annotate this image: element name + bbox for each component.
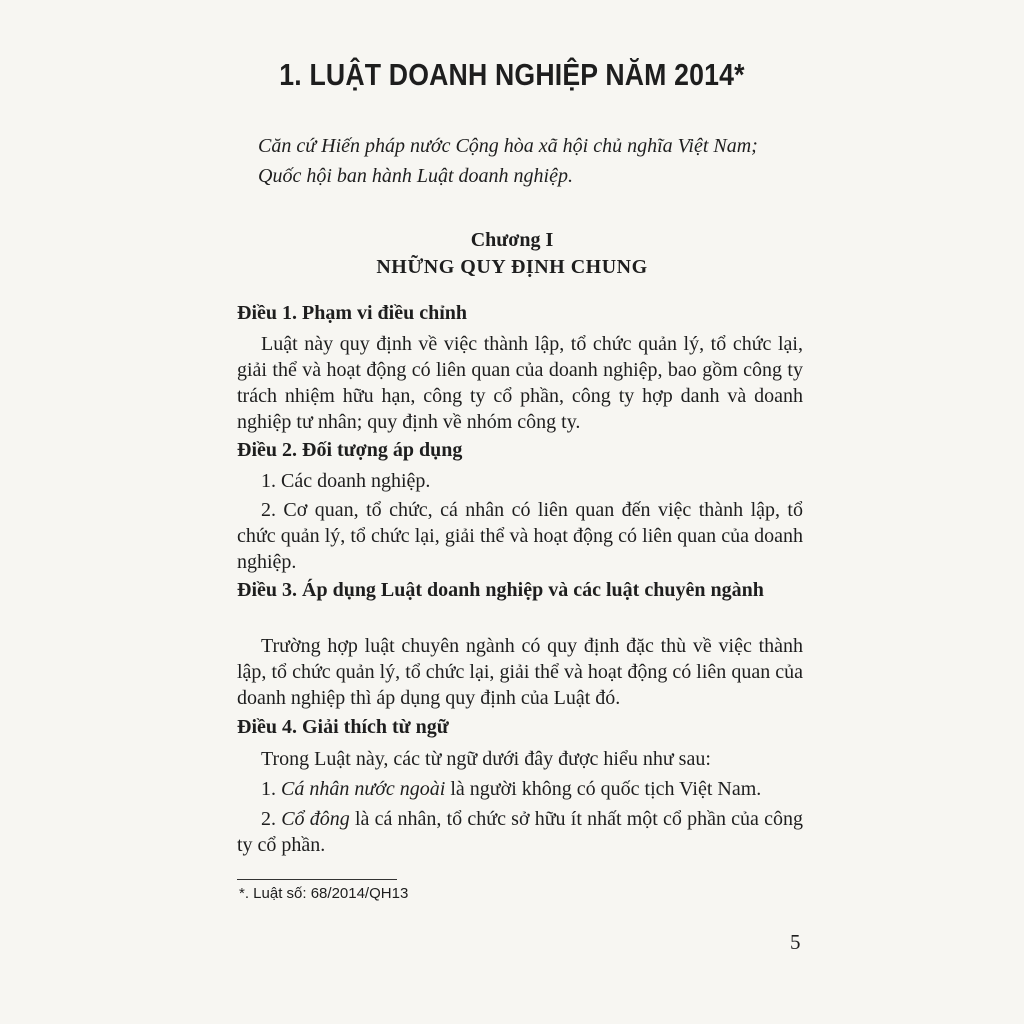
definition-2-number: 2.: [261, 808, 282, 830]
article-2-paragraph-2: 2. Cơ quan, tổ chức, cá nhân có liên quan đến việc thành lập, tổ chức quản lý, tổ chức lại, giải thể và hoạt động có liên quan của doanh nghiệp.: [237, 499, 803, 573]
article-4-heading: Điều 4. Giải thích từ ngữ: [237, 716, 449, 738]
article-2-paragraph-1: 1. Các doanh nghiệp.: [261, 470, 431, 492]
article-4-definition-2: [237, 806, 803, 858]
footnote: *. Luật số: 68/2014/QH13: [239, 885, 409, 902]
article-3-paragraph: Trường hợp luật chuyên ngành có quy định đặc thù về việc thành lập, tổ chức quản lý, tổ chức lại, giải thể và hoạt động có liên quan của doanh nghiệp thì áp dụng quy định của Luật đó.: [237, 635, 803, 709]
article-1-paragraph: Luật này quy định về việc thành lập, tổ chức quản lý, tổ chức lại, giải thể và hoạt động có liên quan của doanh nghiệp, bao gồm công ty trách nhiệm hữu hạn, công ty cổ phần, công ty hợp danh và doanh nghiệp tư nhân; quy định về nhóm công ty.: [237, 333, 803, 433]
definition-1-number: 1.: [261, 778, 281, 800]
chapter-title: NHỮNG QUY ĐỊNH CHUNG: [376, 256, 648, 278]
article-2-heading: Điều 2. Đối tượng áp dụng: [237, 439, 463, 461]
definition-2-text: là cá nhân, tổ chức sở hữu ít nhất một cổ phần của công ty cổ phần.: [237, 808, 803, 856]
preamble-line-1: Căn cứ Hiến pháp nước Cộng hòa xã hội chủ nghĩa Việt Nam;: [258, 135, 758, 157]
law-title: 1. LUẬT DOANH NGHIỆP NĂM 2014*: [279, 57, 745, 92]
preamble-line-2: Quốc hội ban hành Luật doanh nghiệp.: [258, 165, 573, 187]
definition-1-term: Cá nhân nước ngoài: [281, 778, 446, 800]
footnote-divider: [237, 879, 397, 880]
definition-1-text: là người không có quốc tịch Việt Nam.: [445, 778, 762, 800]
article-4-intro: Trong Luật này, các từ ngữ dưới đây được hiểu như sau:: [261, 748, 711, 770]
article-4-definition-1: [237, 776, 803, 802]
chapter-number: Chương I: [470, 229, 554, 251]
definition-2-term: Cổ đông: [281, 808, 350, 830]
page-number: 5: [790, 930, 801, 954]
article-1-heading: Điều 1. Phạm vi điều chỉnh: [237, 302, 468, 324]
article-3-heading: Điều 3. Áp dụng Luật doanh nghiệp và các luật chuyên ngành: [237, 579, 764, 601]
